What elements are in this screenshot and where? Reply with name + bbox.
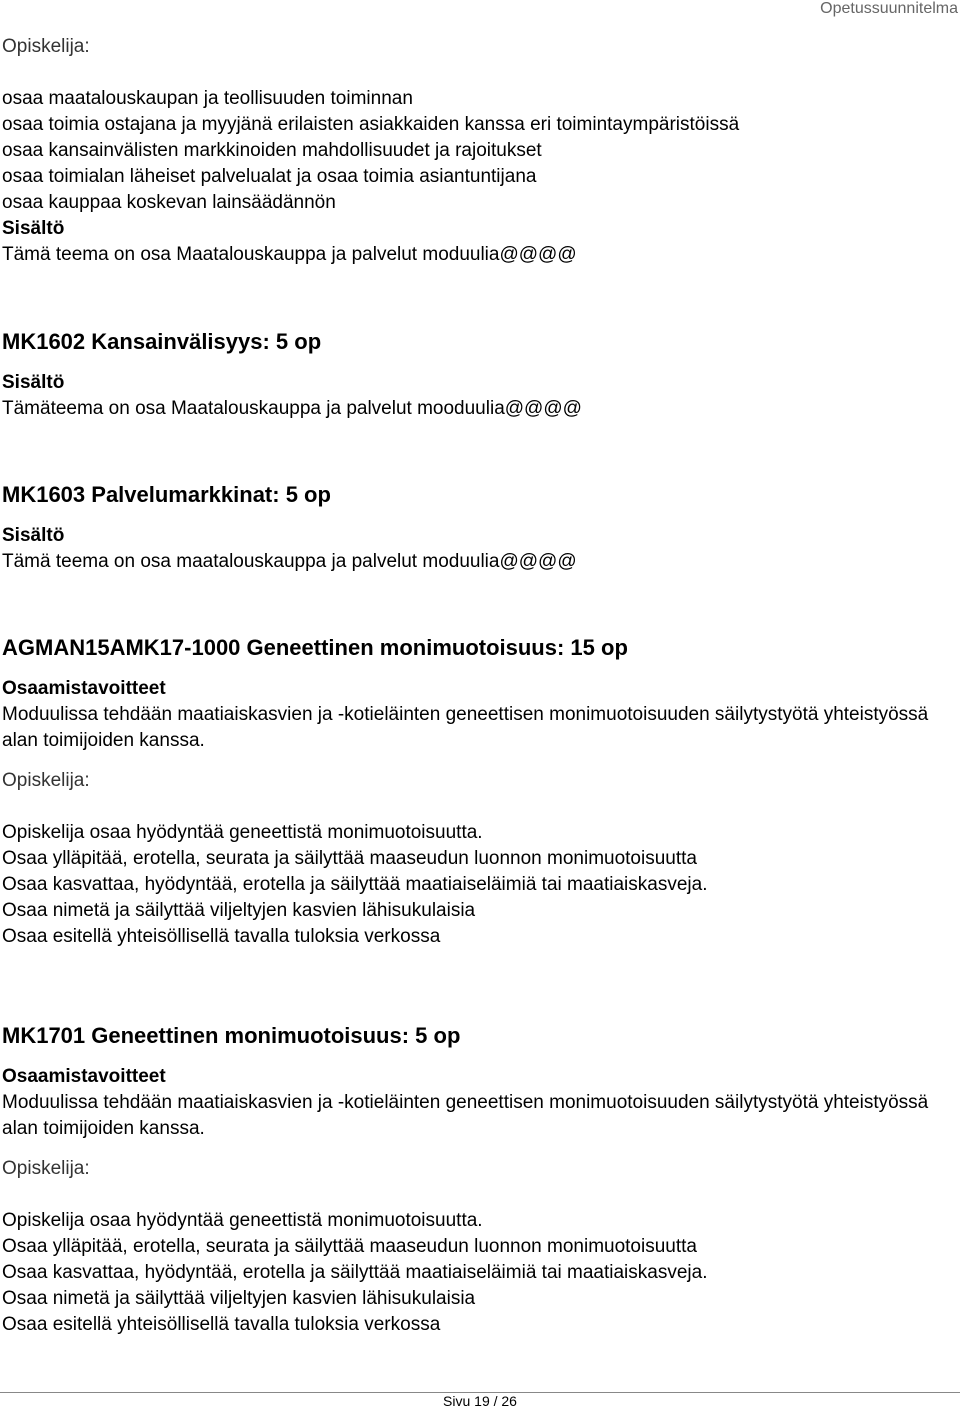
content-heading: Sisältö: [2, 525, 65, 546]
module-agman15amk17-1000: [2, 634, 940, 950]
learning-goals-heading: Osaamistavoitteet: [2, 1066, 166, 1087]
content-heading: Sisältö: [2, 372, 65, 393]
learning-goals-text: Moduulissa tehdään maatiaiskasvien ja -kotieläinten geneettisen monimuotoisuuden säilytystyötä yhteistyössä alan toimijoiden kanssa.: [2, 704, 929, 751]
page-number: Sivu 19 / 26: [443, 1393, 517, 1409]
list-item: osaa kauppaa koskevan lainsäädännön: [2, 192, 336, 213]
content-text: Tämäteema on osa Maatalouskauppa ja palvelut mooduulia@@@@: [2, 398, 582, 419]
module-title: MK1603 Palvelumarkkinat: 5 op: [2, 482, 331, 507]
module-mk1602: [2, 328, 940, 422]
list-item: Opiskelija osaa hyödyntää geneettistä monimuotoisuutta.: [2, 822, 483, 843]
student-label: Opiskelija:: [2, 770, 90, 791]
student-label: Opiskelija:: [2, 1158, 90, 1179]
list-item: osaa maatalouskaupan ja teollisuuden toiminnan: [2, 88, 413, 109]
list-item: Osaa kasvattaa, hyödyntää, erotella ja säilyttää maatiaiseläimiä tai maatiaiskasveja.: [2, 1262, 708, 1283]
intro-student-label: Opiskelija:: [2, 36, 90, 57]
list-item: Osaa nimetä ja säilyttää viljeltyjen kasvien lähisukulaisia: [2, 1288, 476, 1309]
content-heading: Sisältö: [2, 218, 65, 239]
module-title: MK1701 Geneettinen monimuotoisuus: 5 op: [2, 1023, 461, 1048]
list-item: Osaa ylläpitää, erotella, seurata ja säilyttää maaseudun luonnon monimuotoisuutta: [2, 1236, 697, 1257]
content-text: Tämä teema on osa Maatalouskauppa ja palvelut moduulia@@@@: [2, 244, 577, 265]
list-item: Osaa nimetä ja säilyttää viljeltyjen kasvien lähisukulaisia: [2, 900, 476, 921]
list-item: Opiskelija osaa hyödyntää geneettistä monimuotoisuutta.: [2, 1210, 483, 1231]
list-item: Osaa kasvattaa, hyödyntää, erotella ja säilyttää maatiaiseläimiä tai maatiaiskasveja.: [2, 874, 708, 895]
list-item: osaa kansainvälisten markkinoiden mahdollisuudet ja rajoitukset: [2, 140, 542, 161]
module-title: AGMAN15AMK17-1000 Geneettinen monimuotoisuus: 15 op: [2, 635, 628, 660]
list-item: Osaa ylläpitää, erotella, seurata ja säilyttää maaseudun luonnon monimuotoisuutta: [2, 848, 697, 869]
intro-learning-list: [2, 86, 940, 268]
learning-goals-heading: Osaamistavoitteet: [2, 678, 166, 699]
module-mk1603: [2, 481, 940, 575]
module-mk1701: [2, 1022, 940, 1338]
learning-goals-text: Moduulissa tehdään maatiaiskasvien ja -kotieläinten geneettisen monimuotoisuuden säilytystyötä yhteistyössä alan toimijoiden kanssa.: [2, 1092, 929, 1139]
list-item: osaa toimia ostajana ja myyjänä erilaisten asiakkaiden kanssa eri toimintaympäristöissä: [2, 114, 740, 135]
list-item: osaa toimialan läheiset palvelualat ja osaa toimia asiantuntijana: [2, 166, 537, 187]
module-title: MK1602 Kansainvälisyys: 5 op: [2, 329, 322, 354]
list-item: Osaa esitellä yhteisöllisellä tavalla tuloksia verkossa: [2, 1314, 441, 1335]
list-item: Osaa esitellä yhteisöllisellä tavalla tuloksia verkossa: [2, 926, 441, 947]
content-text: Tämä teema on osa maatalouskauppa ja palvelut moduulia@@@@: [2, 551, 577, 572]
document-title: Opetussuunnitelma: [820, 0, 958, 17]
